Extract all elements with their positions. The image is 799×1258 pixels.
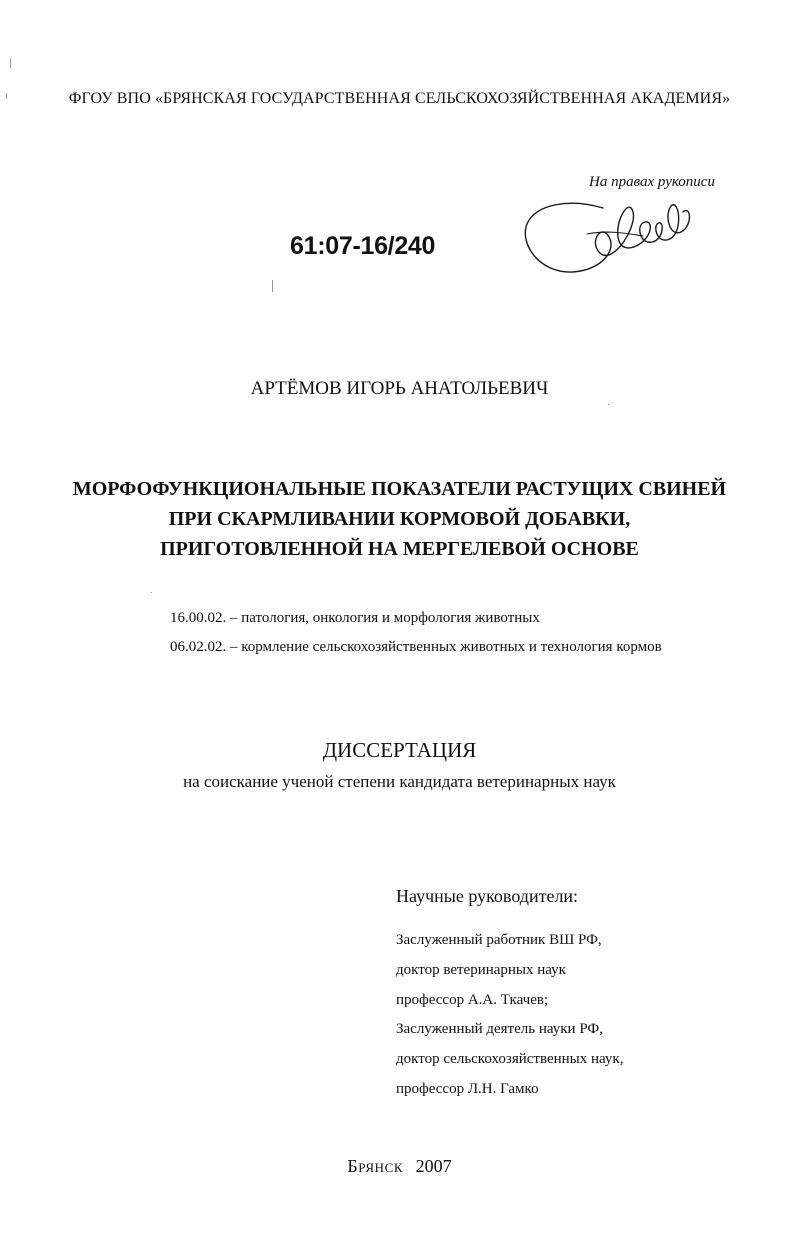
title-line: ПРИГОТОВЛЕННОЙ НА МЕРГЕЛЕВОЙ ОСНОВЕ — [160, 538, 639, 560]
supervisor-line: доктор ветеринарных наук — [396, 961, 566, 978]
supervisor-line: профессор А.А. Ткачев; — [396, 991, 549, 1008]
supervisor-line: доктор сельскохозяйственных наук, — [396, 1051, 624, 1068]
place-and-year — [0, 1156, 799, 1177]
year: 2007 — [415, 1156, 452, 1176]
scan-speck — [151, 592, 152, 593]
scan-speck — [10, 58, 11, 68]
specialty-codes — [170, 604, 662, 662]
handwritten-signature — [515, 186, 705, 282]
title-line: ПРИ СКАРМЛИВАНИИ КОРМОВОЙ ДОБАВКИ, — [168, 508, 631, 530]
specialty-line: 06.02.02. – кормление сельскохозяйственных животных и технология кормов — [170, 639, 662, 655]
supervisors-list — [396, 926, 623, 1105]
catalog-code: 61:07-16/240 — [290, 232, 436, 260]
supervisor-line: Заслуженный деятель науки РФ, — [396, 1021, 604, 1038]
scan-speck — [272, 280, 273, 292]
supervisor-line: профессор Л.Н. Гамко — [396, 1080, 539, 1097]
scan-speck — [6, 93, 7, 99]
scan-speck — [608, 404, 609, 405]
city: Брянск — [347, 1156, 404, 1176]
specialty-line: 16.00.02. – патология, онкология и морфология животных — [170, 610, 540, 626]
author-name: АРТЁМОВ ИГОРЬ АНАТОЛЬЕВИЧ — [250, 378, 549, 399]
supervisor-line: Заслуженный работник ВШ РФ, — [396, 932, 602, 948]
document-type: ДИССЕРТАЦИЯ — [322, 738, 477, 762]
institution-name: ФГОУ ВПО «БРЯНСКАЯ ГОСУДАРСТВЕННАЯ СЕЛЬСКОХОЗЯЙСТВЕННАЯ АКАДЕМИЯ» — [68, 90, 731, 107]
manuscript-rights-note: На правах рукописи — [589, 174, 715, 190]
title-line: МОРФОФУНКЦИОНАЛЬНЫЕ ПОКАЗАТЕЛИ РАСТУЩИХ СВИНЕЙ — [72, 478, 727, 500]
supervisors-heading: Научные руководители: — [396, 886, 579, 906]
dissertation-title — [0, 474, 799, 564]
degree-statement: на соискание ученой степени кандидата ветеринарных наук — [183, 772, 616, 791]
